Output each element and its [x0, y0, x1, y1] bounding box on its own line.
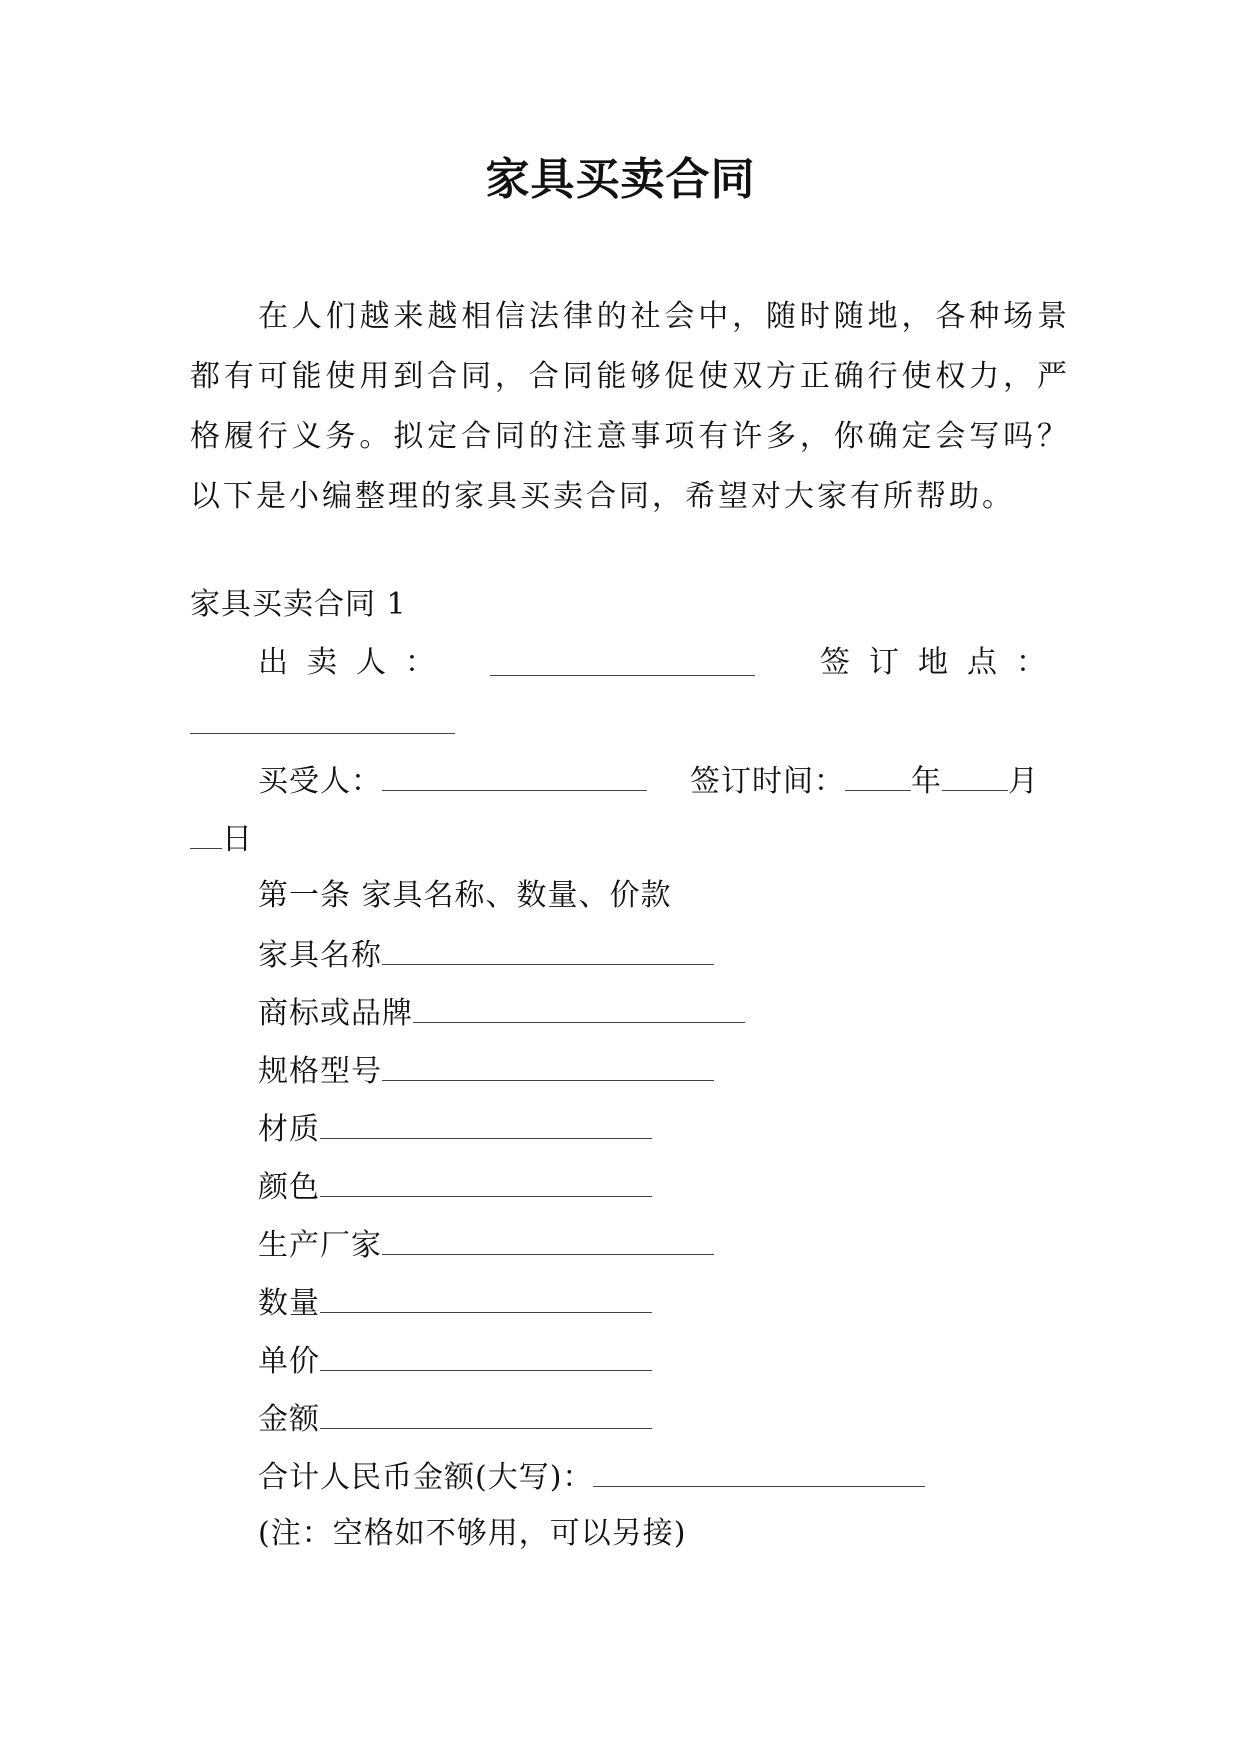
field-label: 颜色: [258, 1170, 320, 1205]
month-label: 月: [1008, 764, 1039, 799]
place-label: 签订地点：: [820, 645, 1065, 680]
note: (注：空格如不够用，可以另接): [258, 1516, 687, 1551]
field-label: 单价: [258, 1344, 320, 1379]
seller-label: 出卖人：: [258, 645, 454, 680]
contract-heading: 家具买卖合同 1: [190, 587, 407, 622]
field-label: 生产厂家: [258, 1228, 382, 1263]
article-1-title: 第一条 家具名称、数量、价款: [258, 878, 672, 913]
document-title: 家具买卖合同: [485, 154, 756, 205]
field-blank: [413, 992, 745, 1023]
field-blank: [320, 1340, 652, 1371]
field-blank: [382, 1224, 714, 1255]
field-model: [258, 1050, 714, 1092]
field-material: [258, 1108, 652, 1150]
field-label: 数量: [258, 1286, 320, 1321]
field-label: 商标或品牌: [258, 996, 413, 1031]
total-blank: [593, 1456, 925, 1487]
seller-blank: [490, 645, 755, 676]
day-label: 日: [222, 822, 253, 857]
buyer-blank: [382, 760, 647, 791]
field-blank: [320, 1398, 652, 1429]
field-quantity: [258, 1282, 652, 1324]
field-unit-price: [258, 1340, 652, 1382]
place-row: [820, 643, 1065, 683]
field-furniture-name: [258, 934, 714, 976]
field-amount: [258, 1398, 652, 1440]
field-blank: [382, 934, 714, 965]
place-blank: [190, 703, 455, 734]
year-label: 年: [911, 764, 942, 799]
field-manufacturer: [258, 1224, 714, 1266]
month-blank: [942, 760, 1008, 791]
day-blank: [190, 818, 222, 849]
buyer-label: 买受人：: [258, 764, 382, 799]
time-row: [690, 760, 1039, 802]
year-blank: [845, 760, 911, 791]
seller-row: [258, 643, 454, 683]
day-row: [190, 818, 253, 860]
field-blank: [320, 1282, 652, 1313]
field-color: [258, 1166, 652, 1208]
total-row: [258, 1456, 925, 1498]
field-label: 材质: [258, 1112, 320, 1147]
field-blank: [382, 1050, 714, 1081]
field-blank: [320, 1166, 652, 1197]
buyer-row: [258, 760, 647, 802]
field-label: 家具名称: [258, 938, 382, 973]
total-label: 合计人民币金额(大写)：: [258, 1460, 594, 1495]
field-label: 金额: [258, 1402, 320, 1437]
field-brand: [258, 992, 745, 1034]
field-label: 规格型号: [258, 1054, 382, 1089]
field-blank: [320, 1108, 652, 1139]
time-label: 签订时间：: [690, 764, 845, 799]
intro-paragraph: 在人们越来越相信法律的社会中，随时随地，各种场景都有可能使用到合同，合同能够促使双方正确行使权力，严格履行义务。拟定合同的注意事项有许多，你确定会写吗？以下是小编整理的家具买卖合同，希望对大家有所帮助。: [190, 299, 1070, 514]
